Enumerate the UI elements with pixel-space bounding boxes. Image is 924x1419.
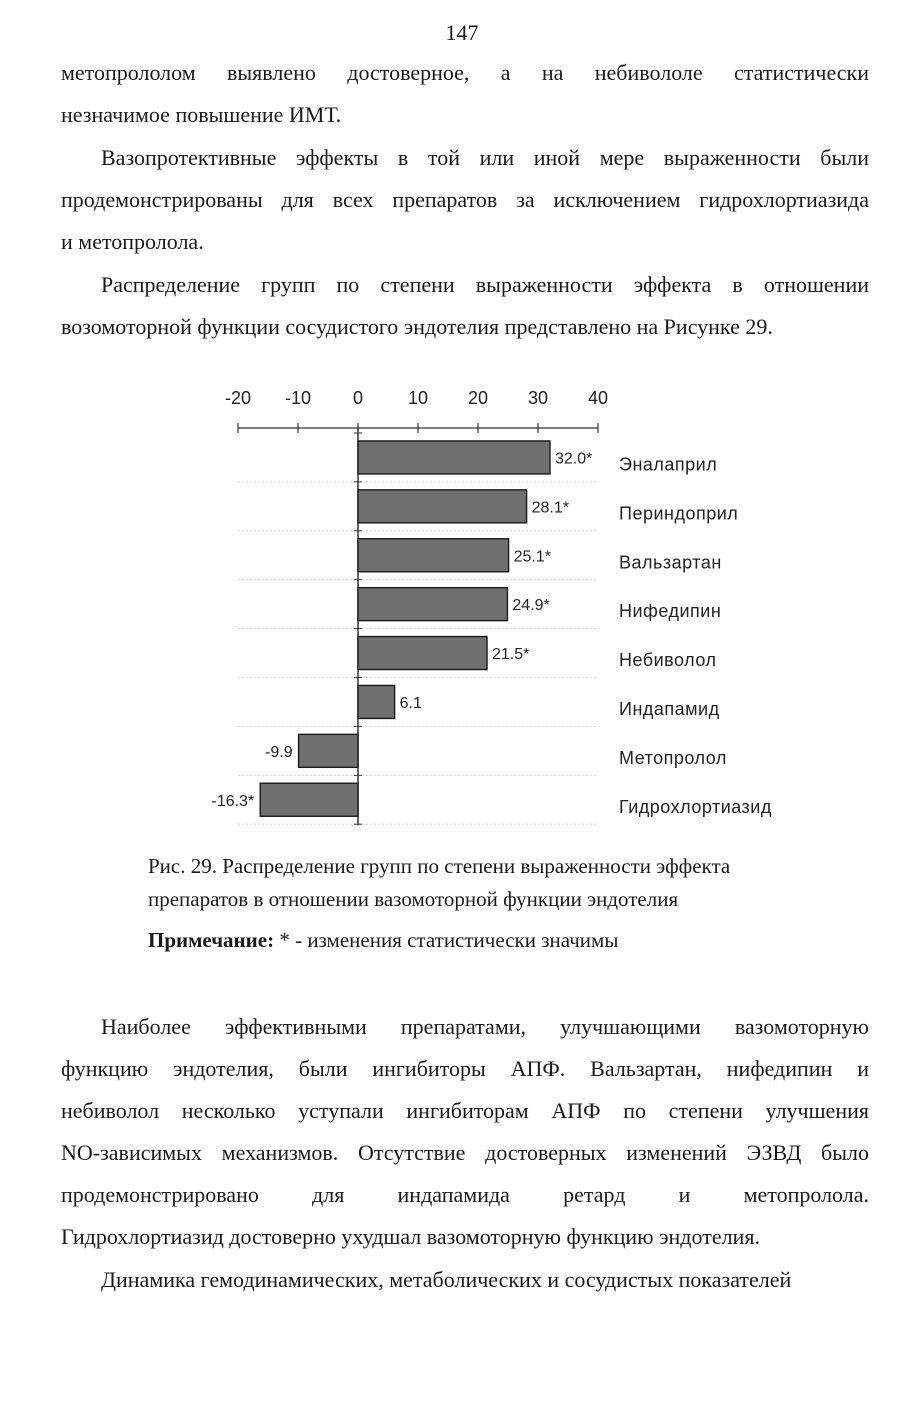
- bar-value-label: -9.9: [265, 743, 293, 761]
- paragraph-2-line-1: Вазопротективные эффекты в той или иной мере выраженности были: [101, 145, 869, 170]
- paragraph-5: [61, 1259, 869, 1301]
- category-label: Эналаприл: [619, 454, 718, 475]
- category-label: Метопролол: [619, 747, 727, 768]
- bar-Эналаприл: [358, 441, 550, 474]
- paragraph-4-line-5: продемонстрировано для индапамида ретард и метопролола.: [61, 1182, 869, 1207]
- paragraph-3-line-1: Распределение групп по степени выраженности эффекта в отношении: [101, 272, 869, 297]
- bar-Вальзартан: [358, 539, 509, 572]
- figure-caption-line-1: Рис. 29. Распределение групп по степени выраженности эффекта: [148, 854, 731, 878]
- paragraph-4-line-6: Гидрохлортиазид достоверно ухудшал вазомоторную функцию эндотелия.: [61, 1224, 760, 1249]
- bar-Метопролол: [299, 734, 358, 767]
- figure-note-label: Примечание:: [148, 928, 275, 952]
- paragraph-3-line-2: возомоторной функции сосудистого эндотелия представлено на Рисунке 29.: [61, 314, 773, 339]
- paragraph-4-line-3: небиволол несколько уступали ингибиторам АПФ по степени улучшения: [61, 1098, 869, 1123]
- paragraph-2-line-2: продемонстрированы для всех препаратов за исключением гидрохлортиазида: [61, 187, 869, 212]
- paragraph-4: [61, 1006, 869, 1258]
- category-label: Небиволол: [619, 650, 717, 671]
- figure-caption: [148, 850, 868, 916]
- page-number: 147: [445, 20, 479, 45]
- paragraph-4-line-4: NO-зависимых механизмов. Отсутствие достоверных изменений ЭЗВД было: [61, 1140, 869, 1165]
- bar-Гидрохлортиазид: [260, 783, 358, 816]
- bar-Небиволол: [358, 637, 487, 670]
- paragraph-4-line-1: Наиболее эффективными препаратами, улучшающими вазомоторную: [101, 1014, 869, 1039]
- bar-Нифедипин: [358, 588, 507, 621]
- category-label: Периндоприл: [619, 503, 739, 524]
- x-axis-tick-label: 40: [587, 388, 609, 408]
- bar-value-label: 6.1: [399, 694, 422, 712]
- x-axis-tick-label: 20: [467, 388, 489, 408]
- category-label: Вальзартан: [619, 552, 722, 573]
- x-axis-tick-label: 0: [352, 388, 364, 408]
- category-label: Нифедипин: [619, 601, 722, 622]
- bar-value-label: 28.1*: [531, 499, 569, 517]
- figure-note-text: * - изменения статистически значимы: [274, 928, 619, 952]
- bar-value-label: 25.1*: [513, 548, 551, 566]
- paragraph-1-line-1: метопрололом выявлено достоверное, а на небивололе статистически: [61, 60, 869, 85]
- bar-value-label: -16.3*: [211, 792, 255, 810]
- paragraph-5-line-1: Динамика гемодинамических, метаболических и сосудистых показателей: [101, 1267, 792, 1292]
- category-label: Индапамид: [619, 698, 720, 719]
- x-axis-tick-label: -10: [284, 388, 312, 408]
- paragraph-4-line-2: функцию эндотелия, были ингибиторы АПФ. Вальзартан, нифедипин и: [61, 1056, 869, 1081]
- bar-value-label: 32.0*: [555, 450, 593, 468]
- figure-caption-line-2: препаратов в отношении вазомоторной функции эндотелия: [148, 887, 679, 911]
- category-label: Гидрохлортиазид: [619, 796, 772, 817]
- paragraph-2-line-3: и метопролола.: [61, 229, 204, 254]
- bar-Индапамид: [358, 685, 395, 718]
- x-axis-tick-label: 30: [527, 388, 549, 408]
- bar-value-label: 24.9*: [512, 597, 550, 615]
- figure-note: [148, 928, 618, 953]
- paragraph-1-line-2: незначимое повышение ИМТ.: [61, 102, 342, 127]
- bar-Периндоприл: [358, 490, 527, 523]
- x-axis-tick-label: 10: [407, 388, 429, 408]
- bar-value-label: 21.5*: [492, 646, 530, 664]
- x-axis-tick-label: -20: [224, 388, 252, 408]
